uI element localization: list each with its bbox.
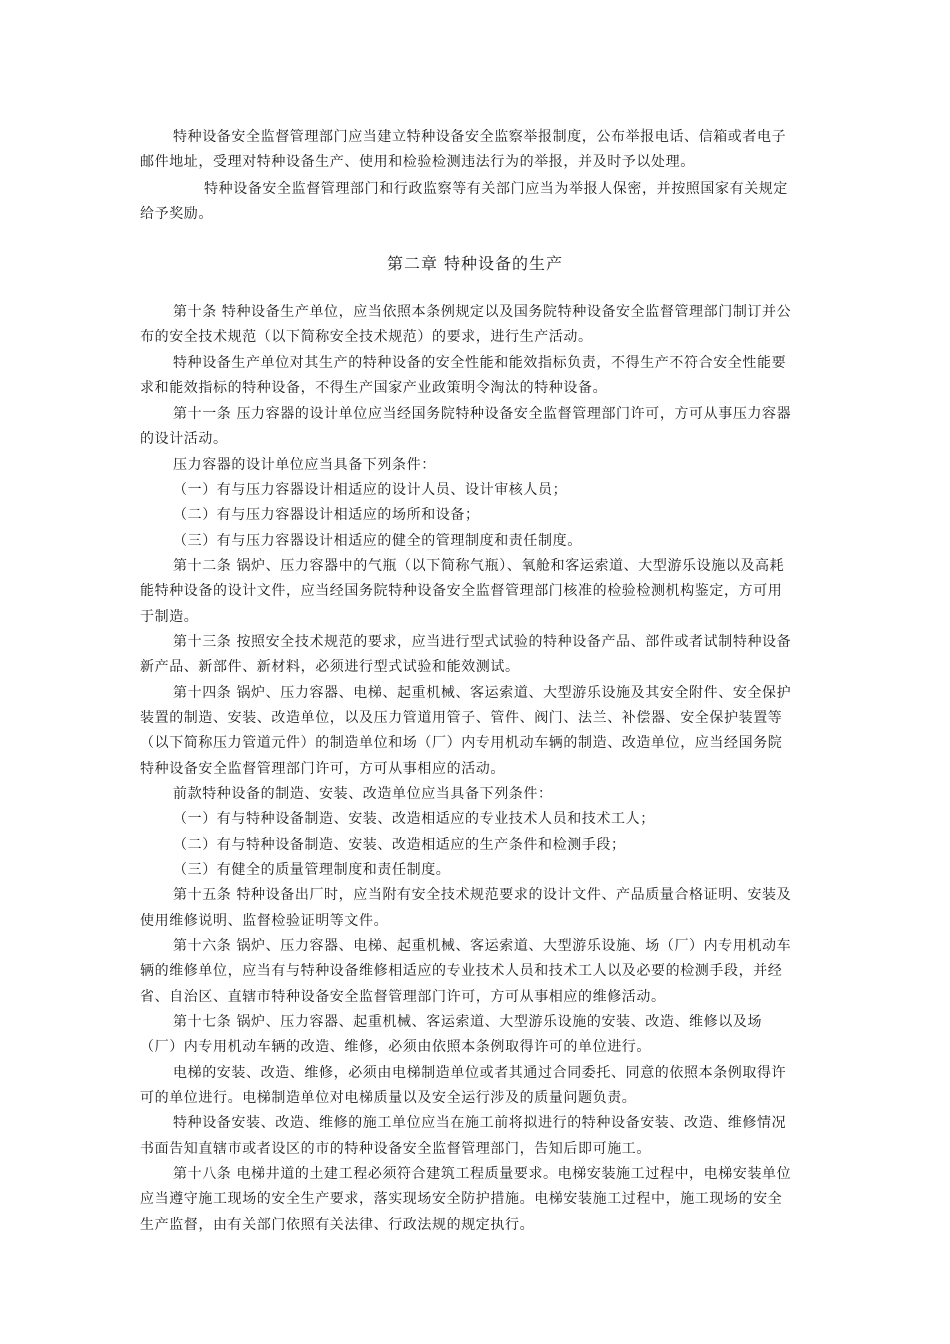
text-line: 特种设备安全监督管理部门许可，方可从事相应的活动。 — [140, 761, 505, 777]
text-line: （厂）内专用机动车辆的改造、维修，必须由依照本条例取得许可的单位进行。 — [140, 1039, 651, 1055]
text-line: （二）有与压力容器设计相适应的场所和设备； — [173, 507, 480, 523]
text-line: 第十六条 锅炉、压力容器、电梯、起重机械、客运索道、大型游乐设施、场（厂）内专用机动车 — [173, 938, 792, 954]
text-line: 的设计活动。 — [140, 431, 228, 447]
text-line: 压力容器的设计单位应当具备下列条件： — [173, 457, 436, 473]
text-line: 前款特种设备的制造、安装、改造单位应当具备下列条件： — [173, 786, 553, 802]
text-line: 辆的维修单位，应当有与特种设备维修相适应的专业技术人员和技术工人以及必要的检测手段，并经 — [140, 963, 783, 979]
text-line: 于制造。 — [140, 609, 199, 625]
text-line: 生产监督，由有关部门依照有关法律、行政法规的规定执行。 — [140, 1217, 535, 1233]
text-line: 给予奖励。 — [140, 206, 213, 222]
text-line: 特种设备生产单位对其生产的特种设备的安全性能和能效指标负责，不得生产不符合安全性能要 — [173, 355, 787, 371]
text-line: 特种设备安全监督管理部门应当建立特种设备安全监察举报制度，公布举报电话、信箱或者电子 — [173, 129, 787, 145]
text-line: 第十五条 特种设备出厂时，应当附有安全技术规范要求的设计文件、产品质量合格证明、安装及 — [173, 887, 792, 903]
text-line: 能特种设备的设计文件，应当经国务院特种设备安全监督管理部门核准的检验检测机构鉴定，方可用 — [140, 583, 783, 599]
text-line: 特种设备安装、改造、维修的施工单位应当在施工前将拟进行的特种设备安装、改造、维修情况 — [173, 1115, 787, 1131]
text-line: （三）有健全的质量管理制度和责任制度。 — [173, 862, 451, 878]
text-line: （一）有与特种设备制造、安装、改造相适应的专业技术人员和技术工人； — [173, 811, 655, 827]
text-line: 书面告知直辖市或者设区的市的特种设备安全监督管理部门，告知后即可施工。 — [140, 1141, 651, 1157]
text-line: 可的单位进行。电梯制造单位对电梯质量以及安全运行涉及的质量问题负责。 — [140, 1090, 637, 1106]
text-line: （二）有与特种设备制造、安装、改造相适应的生产条件和检测手段； — [173, 837, 626, 853]
text-line: 第十一条 压力容器的设计单位应当经国务院特种设备安全监督管理部门许可，方可从事压力容器 — [173, 406, 792, 422]
text-line: （一）有与压力容器设计相适应的设计人员、设计审核人员； — [173, 482, 568, 498]
text-line: 第十四条 锅炉、压力容器、电梯、起重机械、客运索道、大型游乐设施及其安全附件、安全保护 — [173, 685, 792, 701]
text-line: 电梯的安装、改造、维修，必须由电梯制造单位或者其通过合同委托、同意的依照本条例取得许 — [173, 1065, 787, 1081]
text-line: （三）有与压力容器设计相适应的健全的管理制度和责任制度。 — [173, 533, 582, 549]
text-line: 省、自治区、直辖市特种设备安全监督管理部门许可，方可从事相应的维修活动。 — [140, 989, 666, 1005]
text-line: 布的安全技术规范（以下简称安全技术规范）的要求，进行生产活动。 — [140, 329, 593, 345]
chapter-title: 第二章 特种设备的生产 — [386, 254, 564, 273]
text-line: 特种设备安全监督管理部门和行政监察等有关部门应当为举报人保密，并按照国家有关规定 — [204, 181, 788, 197]
text-line: 第十条 特种设备生产单位，应当依照本条例规定以及国务院特种设备安全监督管理部门制订并公 — [173, 304, 792, 320]
text-line: 邮件地址，受理对特种设备生产、使用和检验检测违法行为的举报，并及时予以处理。 — [140, 154, 695, 170]
text-line: 装置的制造、安装、改造单位，以及压力管道用管子、管件、阀门、法兰、补偿器、安全保护装置等 — [140, 710, 783, 726]
text-line: 第十二条 锅炉、压力容器中的气瓶（以下简称气瓶）、氧舱和客运索道、大型游乐设施以及高耗 — [173, 558, 785, 574]
text-line: 求和能效指标的特种设备，不得生产国家产业政策明令淘汰的特种设备。 — [140, 380, 608, 396]
text-line: 新产品、新部件、新材料，必须进行型式试验和能效测试。 — [140, 659, 520, 675]
text-line: 应当遵守施工现场的安全生产要求，落实现场安全防护措施。电梯安装施工过程中，施工现场的安全 — [140, 1191, 783, 1207]
text-line: 使用维修说明、监督检验证明等文件。 — [140, 913, 389, 929]
text-line: 第十三条 按照安全技术规范的要求，应当进行型式试验的特种设备产品、部件或者试制特种设备 — [173, 634, 792, 650]
text-line: 第十七条 锅炉、压力容器、起重机械、客运索道、大型游乐设施的安装、改造、维修以及场 — [173, 1014, 763, 1030]
text-line: 第十八条 电梯井道的土建工程必须符合建筑工程质量要求。电梯安装施工过程中，电梯安装单位 — [173, 1166, 792, 1182]
text-line: （以下简称压力管道元件）的制造单位和场（厂）内专用机动车辆的制造、改造单位，应当经国务院 — [140, 735, 783, 751]
